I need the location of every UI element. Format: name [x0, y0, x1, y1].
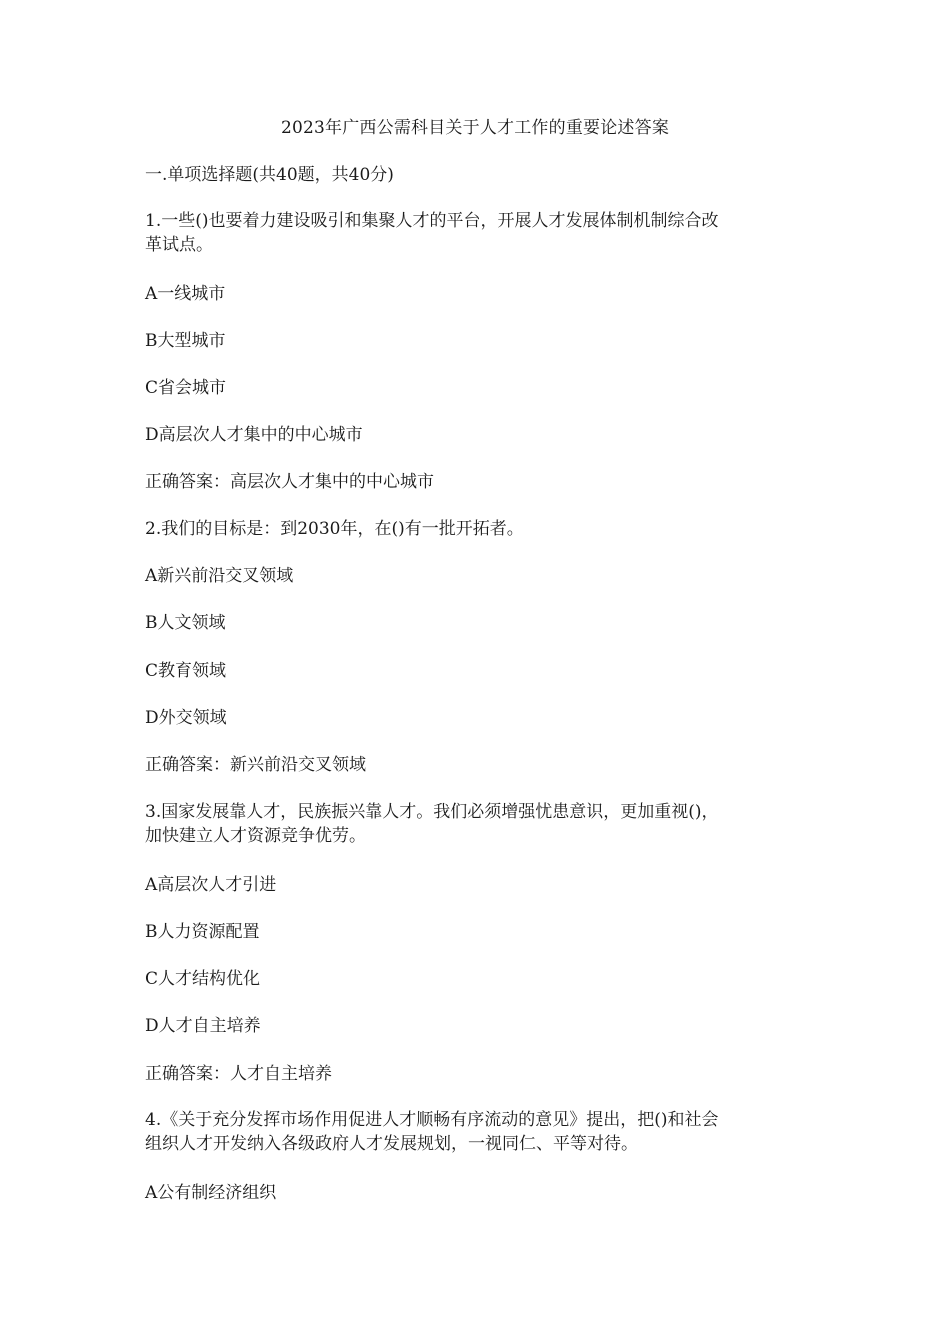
question-1-option-a: A一线城市	[145, 284, 226, 304]
question-1-stem-line-2: 革试点。	[145, 235, 213, 255]
question-2-option-b: B人文领域	[145, 613, 226, 633]
question-2-option-c: C教育领域	[145, 661, 227, 681]
document-title: 2023年广西公需科目关于人才工作的重要论述答案	[280, 118, 670, 138]
question-2-stem-line-1: 2.我们的目标是：到2030年，在()有一批开拓者。	[145, 519, 524, 539]
question-1-option-c: C省会城市	[145, 378, 227, 398]
question-3-stem-line-1: 3.国家发展靠人才，民族振兴靠人才。我们必须增强忧患意识，更加重视()，	[145, 802, 719, 822]
question-3-option-d: D人才自主培养	[145, 1016, 261, 1036]
question-3-option-c: C人才结构优化	[145, 969, 261, 989]
question-4-stem-line-2: 组织人才开发纳入各级政府人才发展规划，一视同仁、平等对待。	[145, 1134, 638, 1154]
question-2-option-d: D外交领域	[145, 708, 227, 728]
question-2-answer: 正确答案：新兴前沿交叉领域	[145, 755, 366, 775]
question-3-option-a: A高层次人才引进	[145, 875, 277, 895]
question-4-option-a: A公有制经济组织	[145, 1183, 277, 1203]
question-1-answer: 正确答案：高层次人才集中的中心城市	[145, 472, 434, 492]
question-3-answer: 正确答案：人才自主培养	[145, 1064, 332, 1084]
question-4-stem-line-1: 4.《关于充分发挥市场作用促进人才顺畅有序流动的意见》提出，把()和社会	[145, 1110, 719, 1130]
question-1-stem-line-1: 1.一些()也要着力建设吸引和集聚人才的平台，开展人才发展体制机制综合改	[145, 211, 719, 231]
question-3-option-b: B人力资源配置	[145, 922, 260, 942]
question-1-option-d: D高层次人才集中的中心城市	[145, 425, 363, 445]
question-1-option-b: B大型城市	[145, 331, 226, 351]
question-3-stem-line-2: 加快建立人才资源竞争优劳。	[145, 826, 366, 846]
section-heading: 一.单项选择题(共40题，共40分)	[145, 165, 394, 185]
question-2-option-a: A新兴前沿交叉领域	[145, 566, 294, 586]
